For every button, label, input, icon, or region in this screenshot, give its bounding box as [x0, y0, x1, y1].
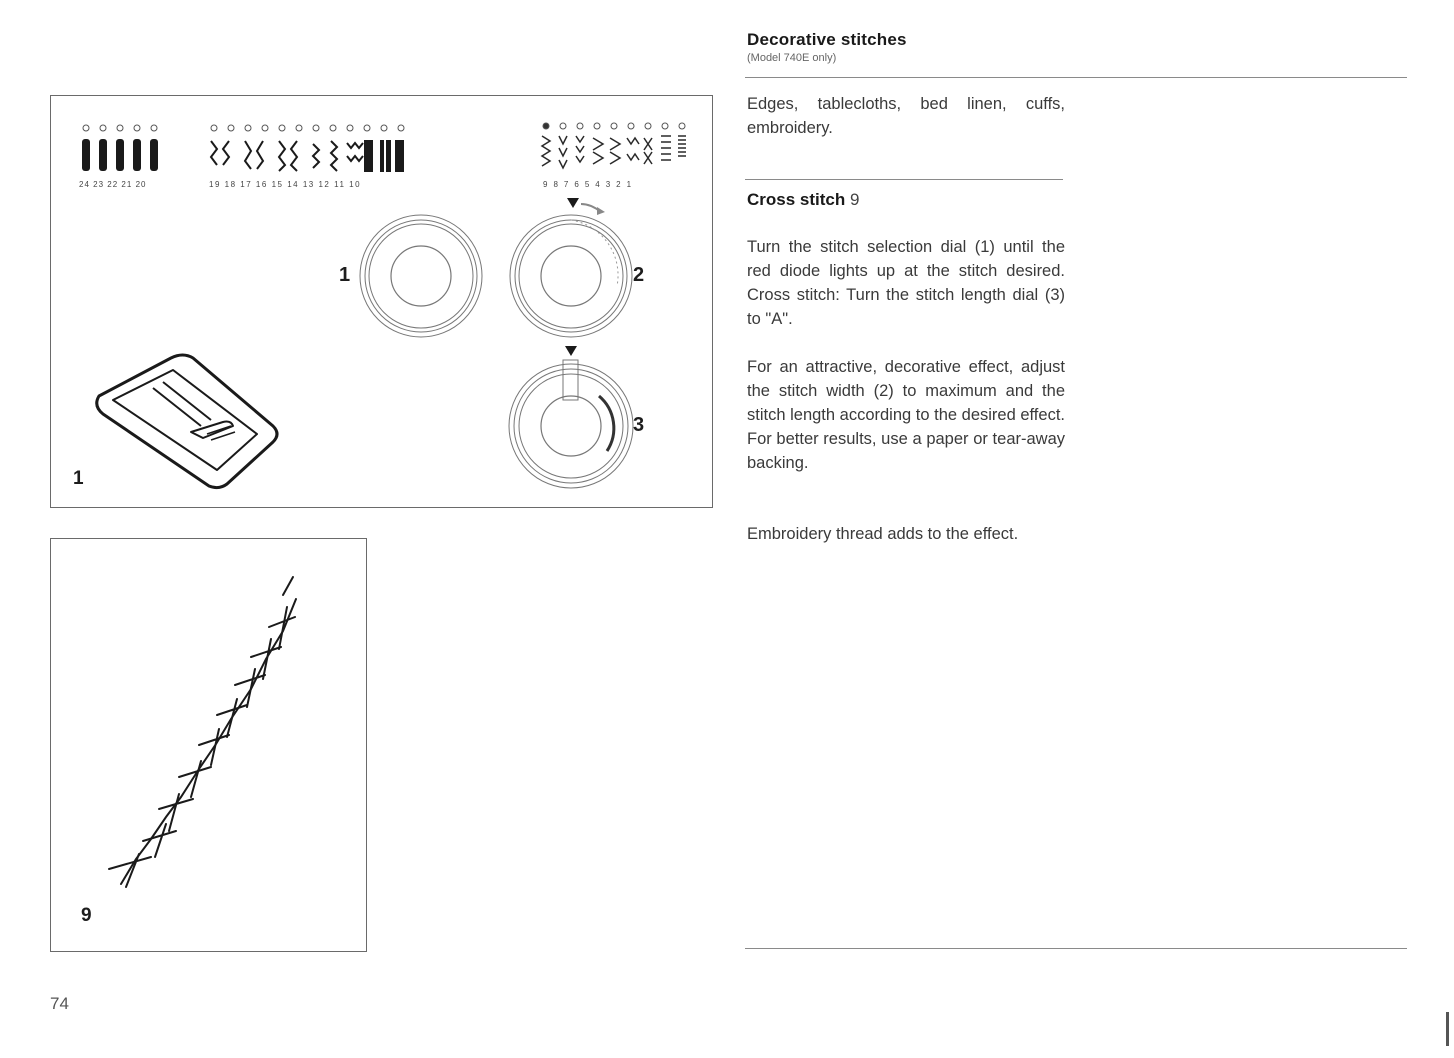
section-title: Cross stitch	[747, 190, 846, 209]
stitch-length-dial	[509, 360, 633, 488]
cross-stitch-line	[109, 577, 296, 887]
paragraph-2: For an attractive, decorative effect, adjust the stitch width (2) to maximum and the stitch length according to the desired effect. For better results, use a paper or tear-away backing.	[747, 358, 1065, 472]
stitch-symbols-mid	[211, 141, 363, 171]
figure-stitch-panel	[50, 95, 713, 508]
pointer-width	[567, 198, 579, 208]
pointer-length	[565, 346, 577, 356]
paragraph-3: Embroidery thread adds to the effect.	[747, 525, 1019, 543]
header-rule	[745, 77, 1407, 78]
dial-label-3: 3	[633, 414, 645, 436]
indicator-dots-right	[543, 123, 685, 129]
page-title: Decorative stitches	[747, 30, 907, 49]
figure-label-9: 9	[81, 905, 92, 926]
presser-foot	[97, 355, 277, 488]
stitch-width-dial	[510, 215, 632, 337]
cross-stitch-illustration	[51, 539, 368, 953]
figure-cross-stitch	[50, 538, 367, 952]
section-heading	[747, 190, 859, 210]
stitch-numbers-left: 24 23 22 21 20	[79, 180, 147, 189]
section-number: 9	[849, 190, 860, 209]
footer-rule	[745, 948, 1407, 949]
stitch-panel-illustration	[51, 96, 714, 509]
indicator-dots-left	[83, 125, 157, 131]
stitch-symbols-left	[82, 139, 158, 171]
stitch-selection-dial	[360, 215, 482, 337]
header-block	[747, 30, 1067, 64]
indicator-dots-mid	[211, 125, 404, 131]
paragraph-1: Turn the stitch selection dial (1) until the red diode lights up at the stitch desired. Cross stitch: Turn the stitch length dial (3) to "A".	[747, 238, 1065, 328]
intro-text: Edges, tablecloths, bed linen, cuffs, embroidery.	[747, 95, 1065, 137]
margin-mark	[1446, 1012, 1449, 1046]
dial-label-2: 2	[633, 264, 645, 286]
stitch-numbers-mid: 19 18 17 16 15 14 13 12 11 10	[209, 180, 362, 189]
dial-label-1: 1	[339, 264, 351, 286]
page-number: 74	[50, 994, 69, 1013]
stitch-bars-mid	[364, 140, 404, 172]
stitch-symbols-right	[542, 136, 686, 168]
section-rule	[745, 179, 1063, 180]
figure-label-1: 1	[73, 468, 84, 489]
page-subtitle: (Model 740E only)	[747, 52, 837, 64]
stitch-numbers-right: 987654321	[543, 180, 638, 189]
